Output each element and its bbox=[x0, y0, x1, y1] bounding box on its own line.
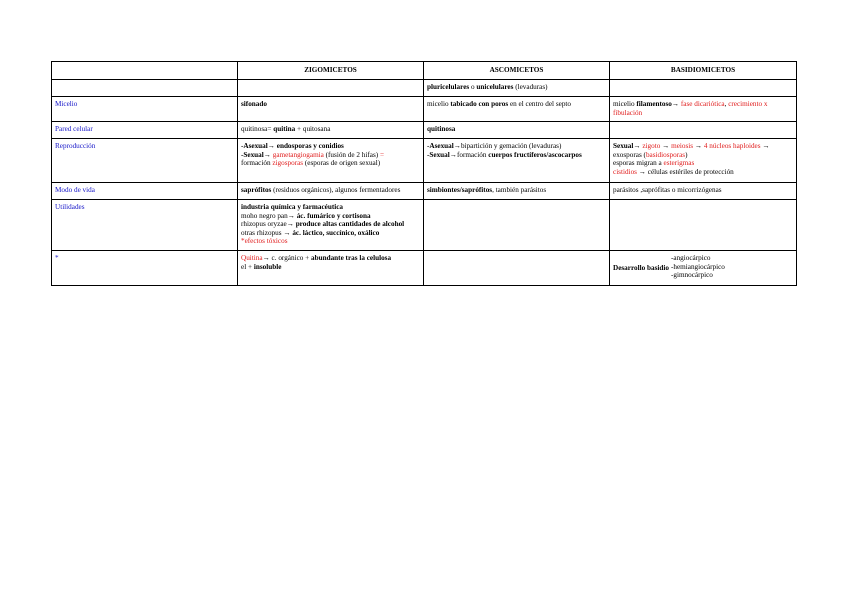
table-row bbox=[52, 80, 797, 97]
header-zigomicetos: ZIGOMICETOS bbox=[238, 62, 424, 80]
row-label-reproduccion: Reproducción bbox=[52, 139, 238, 183]
header-basidiomicetos: BASIDIOMICETOS bbox=[610, 62, 797, 80]
row-pared-celular bbox=[52, 122, 797, 139]
cell-basidio-reproduccion: Sexual→ zigoto → meiosis → 4 núcleos haploides → exosporas (basidiosporas) esporas migran a esterigmas cistidios → células estériles de protección bbox=[610, 139, 797, 183]
header-ascomicetos: ASCOMICETOS bbox=[424, 62, 610, 80]
cell-empty bbox=[238, 80, 424, 97]
cell-zigo-utilidades: industria química y farmacéutica moho negro pan→ ác. fumárico y cortisona rhizopus oryzae→ produce altas cantidades de alcohol otras rhizopus → ác. láctico, succínico, oxálico *efectos tóxicos bbox=[238, 200, 424, 251]
basidio-development-label: Desarrollo basidio bbox=[613, 263, 669, 272]
row-label-asterisk: * bbox=[52, 251, 238, 286]
cell-empty bbox=[424, 200, 610, 251]
cell-zigo-pared: quitinosa= quitina + quitosana bbox=[238, 122, 424, 139]
cell-asco-micelio: micelio tabicado con poros en el centro del septo bbox=[424, 97, 610, 122]
cell-basidio-modo: parásitos ,saprófitas o micorrizógenas bbox=[610, 183, 797, 200]
basidio-development-options bbox=[671, 254, 725, 280]
cell-zigo-modo: saprófitos (residuos orgánicos), algunos fermentadores bbox=[238, 183, 424, 200]
row-micelio bbox=[52, 97, 797, 122]
list-item: -gimnocárpico bbox=[670, 271, 713, 280]
header-row bbox=[52, 62, 797, 80]
row-utilidades bbox=[52, 200, 797, 251]
cell-empty bbox=[610, 200, 797, 251]
row-label-utilidades: Utilidades bbox=[52, 200, 238, 251]
cell-empty bbox=[424, 251, 610, 286]
header-empty bbox=[52, 62, 238, 80]
cell-basidio-asterisk bbox=[610, 251, 797, 286]
list-item: -hemiangiocárpico bbox=[670, 262, 725, 271]
cell-zigo-micelio: sifonado bbox=[238, 97, 424, 122]
row-modo-de-vida bbox=[52, 183, 797, 200]
cell-zigo-reproduccion: -Asexual→ endosporas y conidios -Sexual→ gametangiogamia (fusión de 2 hifas) = formación zigosporas (esporas de origen sexual) bbox=[238, 139, 424, 183]
cell-basidio-micelio: micelio filamentoso→ fase dicariótica, crecimiento x fibulación bbox=[610, 97, 797, 122]
row-reproduccion bbox=[52, 139, 797, 183]
row-label-micelio: Micelio bbox=[52, 97, 238, 122]
cell-asco-pre: pluricelulares o unicelulares (levaduras) bbox=[424, 80, 610, 97]
row-label-modo-de-vida: Modo de vida bbox=[52, 183, 238, 200]
list-item: -angiocárpico bbox=[670, 254, 711, 262]
cell-asco-pared: quitinosa bbox=[424, 122, 610, 139]
basidio-development bbox=[613, 254, 793, 280]
cell-zigo-asterisk: Quitina→ c. orgánico + abundante tras la celulosa el + insoluble bbox=[238, 251, 424, 286]
cell-empty bbox=[52, 80, 238, 97]
row-asterisk bbox=[52, 251, 797, 286]
cell-empty bbox=[610, 80, 797, 97]
cell-asco-modo: simbiontes/saprófitos, también parásitos bbox=[424, 183, 610, 200]
cell-asco-reproduccion: -Asexual→bipartición y gemación (levaduras) -Sexual→formación cuerpos fructíferos/ascocarpos bbox=[424, 139, 610, 183]
cell-empty bbox=[610, 122, 797, 139]
fungi-comparison-table bbox=[51, 61, 797, 286]
row-label-pared-celular: Pared celular bbox=[52, 122, 238, 139]
